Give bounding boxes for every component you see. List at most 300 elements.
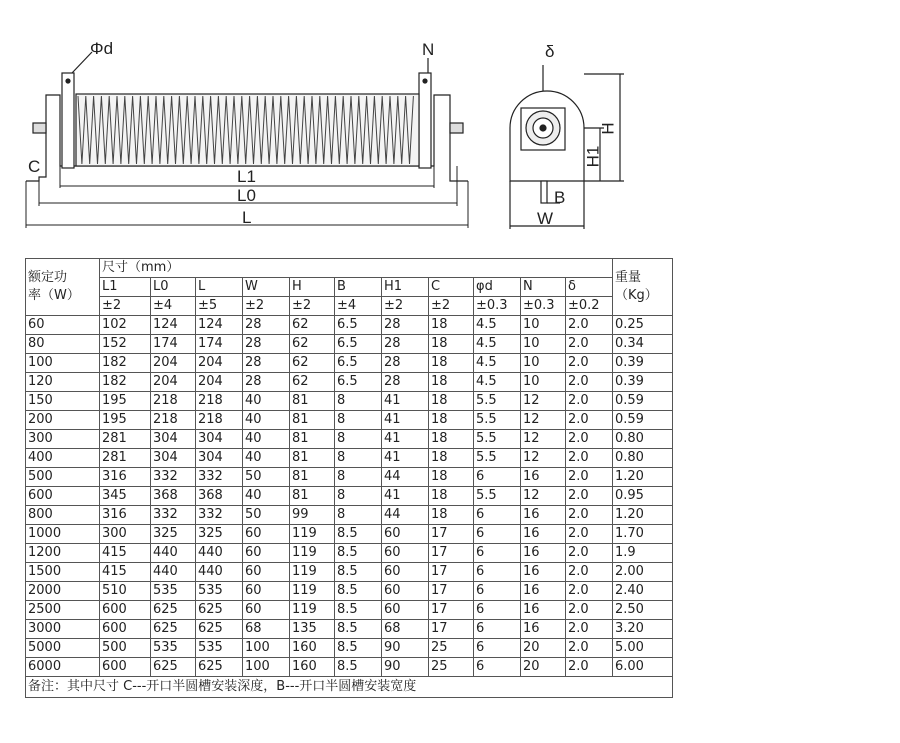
table-cell: 100 <box>243 658 290 677</box>
column-tolerance: ±0.3 <box>474 297 521 316</box>
table-cell: 2.40 <box>613 582 673 601</box>
column-name-row <box>26 278 673 297</box>
column-tolerance: ±0.3 <box>521 297 566 316</box>
h1-label: H1 <box>583 145 603 168</box>
table-cell: 5.5 <box>474 411 521 430</box>
column-header: W <box>243 278 290 297</box>
table-cell: 1.20 <box>613 506 673 525</box>
table-cell: 368 <box>151 487 196 506</box>
table-cell: 124 <box>196 316 243 335</box>
column-header: L1 <box>100 278 151 297</box>
note-row <box>26 677 673 698</box>
table-cell: 6 <box>474 601 521 620</box>
column-header: φd <box>474 278 521 297</box>
weight-header-line2: （Kg） <box>615 288 658 303</box>
table-cell: 135 <box>290 620 335 639</box>
tolerance-row <box>26 297 673 316</box>
table-cell: 8.5 <box>335 525 382 544</box>
column-header: L <box>196 278 243 297</box>
table-cell: 2.0 <box>566 392 613 411</box>
table-cell: 16 <box>521 620 566 639</box>
table-cell: 60 <box>382 601 429 620</box>
table-cell: 17 <box>429 601 474 620</box>
table-cell: 25 <box>429 658 474 677</box>
table-cell: 41 <box>382 487 429 506</box>
table-cell: 6.5 <box>335 335 382 354</box>
table-cell: 600 <box>100 620 151 639</box>
table-cell: 6 <box>474 620 521 639</box>
table-cell: 8.5 <box>335 563 382 582</box>
table-cell: 81 <box>290 392 335 411</box>
table-cell: 18 <box>429 335 474 354</box>
table-cell: 600 <box>100 658 151 677</box>
table-cell: 6 <box>474 468 521 487</box>
table-cell: 62 <box>290 373 335 392</box>
column-header: B <box>335 278 382 297</box>
column-tolerance: ±2 <box>429 297 474 316</box>
table-row <box>26 335 673 354</box>
table-cell: 81 <box>290 449 335 468</box>
table-cell: 120 <box>26 373 100 392</box>
table-cell: 625 <box>151 620 196 639</box>
table-cell: 25 <box>429 639 474 658</box>
table-cell: 41 <box>382 430 429 449</box>
table-row <box>26 430 673 449</box>
table-cell: 18 <box>429 487 474 506</box>
table-cell: 218 <box>196 411 243 430</box>
column-header: C <box>429 278 474 297</box>
table-cell: 440 <box>196 563 243 582</box>
table-cell: 332 <box>196 468 243 487</box>
table-cell: 625 <box>151 601 196 620</box>
table-cell: 0.95 <box>613 487 673 506</box>
column-header: N <box>521 278 566 297</box>
table-cell: 2.0 <box>566 354 613 373</box>
table-cell: 2.0 <box>566 449 613 468</box>
delta-label: δ <box>545 42 555 61</box>
table-cell: 60 <box>243 525 290 544</box>
table-cell: 60 <box>382 544 429 563</box>
table-cell: 218 <box>196 392 243 411</box>
table-cell: 300 <box>26 430 100 449</box>
table-cell: 18 <box>429 506 474 525</box>
table-cell: 40 <box>243 430 290 449</box>
table-row <box>26 468 673 487</box>
column-tolerance: ±4 <box>151 297 196 316</box>
table-cell: 160 <box>290 658 335 677</box>
table-cell: 440 <box>196 544 243 563</box>
table-cell: 0.59 <box>613 392 673 411</box>
table-cell: 12 <box>521 430 566 449</box>
column-tolerance: ±0.2 <box>566 297 613 316</box>
table-cell: 0.59 <box>613 411 673 430</box>
table-cell: 119 <box>290 582 335 601</box>
table-cell: 18 <box>429 354 474 373</box>
table-cell: 2.0 <box>566 411 613 430</box>
table-row <box>26 582 673 601</box>
table-cell: 625 <box>196 658 243 677</box>
table-cell: 625 <box>151 658 196 677</box>
table-cell: 304 <box>151 430 196 449</box>
table-cell: 2.0 <box>566 639 613 658</box>
table-cell: 4.5 <box>474 354 521 373</box>
phi-d-label: Φd <box>90 39 114 58</box>
table-cell: 2.50 <box>613 601 673 620</box>
table-cell: 100 <box>243 639 290 658</box>
table-cell: 204 <box>151 354 196 373</box>
table-cell: 325 <box>151 525 196 544</box>
table-cell: 2.0 <box>566 468 613 487</box>
table-cell: 6 <box>474 639 521 658</box>
size-header: 尺寸（mm） <box>100 259 613 278</box>
table-cell: 6 <box>474 525 521 544</box>
table-cell: 0.34 <box>613 335 673 354</box>
table-cell: 50 <box>243 506 290 525</box>
table-cell: 304 <box>196 449 243 468</box>
table-row <box>26 639 673 658</box>
table-cell: 20 <box>521 639 566 658</box>
table-cell: 195 <box>100 392 151 411</box>
table-cell: 119 <box>290 601 335 620</box>
table-cell: 90 <box>382 658 429 677</box>
power-header-line1: 额定功 <box>28 270 68 285</box>
table-cell: 124 <box>151 316 196 335</box>
column-tolerance: ±5 <box>196 297 243 316</box>
table-cell: 16 <box>521 525 566 544</box>
resistor-dimension-drawing <box>0 0 900 250</box>
column-header: H <box>290 278 335 297</box>
table-cell: 218 <box>151 392 196 411</box>
table-cell: 281 <box>100 430 151 449</box>
table-cell: 345 <box>100 487 151 506</box>
table-cell: 28 <box>382 335 429 354</box>
table-cell: 8 <box>335 392 382 411</box>
table-row <box>26 506 673 525</box>
table-cell: 28 <box>382 354 429 373</box>
table-cell: 500 <box>100 639 151 658</box>
table-cell: 2.0 <box>566 525 613 544</box>
table-cell: 41 <box>382 411 429 430</box>
table-cell: 119 <box>290 563 335 582</box>
weight-header <box>613 259 673 316</box>
table-cell: 10 <box>521 335 566 354</box>
l0-label: L0 <box>237 186 256 205</box>
table-cell: 16 <box>521 506 566 525</box>
table-cell: 28 <box>243 316 290 335</box>
table-cell: 60 <box>243 582 290 601</box>
column-tolerance: ±2 <box>382 297 429 316</box>
spec-table <box>25 258 673 698</box>
table-cell: 8 <box>335 487 382 506</box>
table-cell: 60 <box>26 316 100 335</box>
header-row <box>26 259 673 278</box>
table-cell: 4.5 <box>474 335 521 354</box>
table-cell: 119 <box>290 544 335 563</box>
table-cell: 6.5 <box>335 316 382 335</box>
table-cell: 200 <box>26 411 100 430</box>
power-header-line2: 率（W） <box>28 288 80 303</box>
table-cell: 17 <box>429 544 474 563</box>
table-cell: 40 <box>243 487 290 506</box>
table-cell: 60 <box>382 563 429 582</box>
table-cell: 2.0 <box>566 544 613 563</box>
table-cell: 2500 <box>26 601 100 620</box>
table-cell: 6.00 <box>613 658 673 677</box>
table-row <box>26 620 673 639</box>
table-cell: 100 <box>26 354 100 373</box>
table-cell: 8.5 <box>335 582 382 601</box>
table-cell: 81 <box>290 411 335 430</box>
b-label: B <box>554 188 566 207</box>
table-cell: 18 <box>429 316 474 335</box>
table-cell: 18 <box>429 449 474 468</box>
table-cell: 60 <box>243 563 290 582</box>
column-header: δ <box>566 278 613 297</box>
table-cell: 6.5 <box>335 373 382 392</box>
table-cell: 182 <box>100 373 151 392</box>
column-header: H1 <box>382 278 429 297</box>
table-cell: 415 <box>100 563 151 582</box>
table-cell: 2.0 <box>566 335 613 354</box>
table-cell: 0.39 <box>613 373 673 392</box>
table-cell: 2.0 <box>566 620 613 639</box>
table-cell: 90 <box>382 639 429 658</box>
w-label: W <box>537 209 554 228</box>
table-cell: 182 <box>100 354 151 373</box>
table-cell: 62 <box>290 335 335 354</box>
table-cell: 81 <box>290 468 335 487</box>
table-cell: 8.5 <box>335 639 382 658</box>
table-cell: 195 <box>100 411 151 430</box>
table-cell: 316 <box>100 506 151 525</box>
table-cell: 8.5 <box>335 601 382 620</box>
table-cell: 8.5 <box>335 620 382 639</box>
table-cell: 28 <box>243 354 290 373</box>
table-cell: 16 <box>521 601 566 620</box>
table-cell: 8 <box>335 468 382 487</box>
table-row <box>26 563 673 582</box>
table-cell: 3.20 <box>613 620 673 639</box>
table-row <box>26 601 673 620</box>
power-header <box>26 259 100 316</box>
table-cell: 17 <box>429 620 474 639</box>
table-cell: 62 <box>290 316 335 335</box>
table-cell: 2.0 <box>566 487 613 506</box>
table-cell: 81 <box>290 430 335 449</box>
table-cell: 152 <box>100 335 151 354</box>
table-cell: 332 <box>151 468 196 487</box>
table-cell: 8 <box>335 506 382 525</box>
table-cell: 102 <box>100 316 151 335</box>
table-cell: 1000 <box>26 525 100 544</box>
table-cell: 160 <box>290 639 335 658</box>
table-cell: 62 <box>290 354 335 373</box>
table-cell: 28 <box>382 373 429 392</box>
table-cell: 20 <box>521 658 566 677</box>
table-cell: 17 <box>429 563 474 582</box>
table-cell: 174 <box>196 335 243 354</box>
table-cell: 28 <box>382 316 429 335</box>
table-cell: 3000 <box>26 620 100 639</box>
table-cell: 2.0 <box>566 373 613 392</box>
table-row <box>26 544 673 563</box>
table-cell: 8 <box>335 449 382 468</box>
weight-header-line1: 重量 <box>615 270 642 285</box>
table-cell: 6.5 <box>335 354 382 373</box>
table-cell: 8.5 <box>335 544 382 563</box>
table-cell: 5.5 <box>474 430 521 449</box>
table-cell: 99 <box>290 506 335 525</box>
table-cell: 8.5 <box>335 658 382 677</box>
table-cell: 304 <box>151 449 196 468</box>
table-cell: 12 <box>521 449 566 468</box>
table-cell: 4.5 <box>474 316 521 335</box>
table-cell: 625 <box>196 620 243 639</box>
table-row <box>26 392 673 411</box>
table-cell: 60 <box>382 525 429 544</box>
table-cell: 5000 <box>26 639 100 658</box>
table-cell: 2.00 <box>613 563 673 582</box>
table-cell: 50 <box>243 468 290 487</box>
column-header: L0 <box>151 278 196 297</box>
table-cell: 2000 <box>26 582 100 601</box>
table-cell: 281 <box>100 449 151 468</box>
table-cell: 150 <box>26 392 100 411</box>
table-cell: 10 <box>521 373 566 392</box>
table-cell: 2.0 <box>566 563 613 582</box>
table-cell: 0.39 <box>613 354 673 373</box>
table-cell: 60 <box>382 582 429 601</box>
l-label: L <box>242 208 252 227</box>
table-cell: 440 <box>151 563 196 582</box>
table-cell: 415 <box>100 544 151 563</box>
table-cell: 368 <box>196 487 243 506</box>
table-cell: 6 <box>474 544 521 563</box>
table-cell: 332 <box>151 506 196 525</box>
table-cell: 16 <box>521 582 566 601</box>
table-cell: 16 <box>521 544 566 563</box>
column-tolerance: ±2 <box>243 297 290 316</box>
table-cell: 6 <box>474 582 521 601</box>
table-cell: 18 <box>429 411 474 430</box>
table-cell: 6000 <box>26 658 100 677</box>
table-cell: 44 <box>382 468 429 487</box>
table-cell: 68 <box>243 620 290 639</box>
table-cell: 60 <box>243 601 290 620</box>
table-cell: 2.0 <box>566 582 613 601</box>
table-cell: 12 <box>521 411 566 430</box>
table-cell: 16 <box>521 468 566 487</box>
table-row <box>26 525 673 544</box>
table-cell: 1500 <box>26 563 100 582</box>
table-cell: 204 <box>196 354 243 373</box>
table-cell: 18 <box>429 373 474 392</box>
table-cell: 600 <box>100 601 151 620</box>
table-cell: 1200 <box>26 544 100 563</box>
table-cell: 6 <box>474 563 521 582</box>
table-row <box>26 411 673 430</box>
table-cell: 304 <box>196 430 243 449</box>
l1-label: L1 <box>237 167 256 186</box>
table-cell: 44 <box>382 506 429 525</box>
table-row <box>26 658 673 677</box>
table-cell: 80 <box>26 335 100 354</box>
c-label: C <box>28 157 41 176</box>
table-cell: 5.00 <box>613 639 673 658</box>
table-cell: 510 <box>100 582 151 601</box>
table-cell: 28 <box>243 335 290 354</box>
table-cell: 218 <box>151 411 196 430</box>
table-cell: 10 <box>521 316 566 335</box>
table-cell: 0.80 <box>613 430 673 449</box>
table-cell: 5.5 <box>474 392 521 411</box>
table-cell: 18 <box>429 392 474 411</box>
table-cell: 0.25 <box>613 316 673 335</box>
table-cell: 204 <box>196 373 243 392</box>
table-cell: 81 <box>290 487 335 506</box>
table-cell: 5.5 <box>474 487 521 506</box>
table-cell: 40 <box>243 449 290 468</box>
n-label: N <box>422 40 435 59</box>
table-cell: 6 <box>474 506 521 525</box>
table-cell: 18 <box>429 468 474 487</box>
column-tolerance: ±4 <box>335 297 382 316</box>
table-cell: 440 <box>151 544 196 563</box>
table-cell: 535 <box>196 582 243 601</box>
table-cell: 41 <box>382 449 429 468</box>
table-cell: 1.9 <box>613 544 673 563</box>
table-cell: 625 <box>196 601 243 620</box>
table-cell: 600 <box>26 487 100 506</box>
table-cell: 12 <box>521 392 566 411</box>
table-cell: 400 <box>26 449 100 468</box>
table-row <box>26 449 673 468</box>
table-cell: 316 <box>100 468 151 487</box>
table-row <box>26 373 673 392</box>
table-cell: 800 <box>26 506 100 525</box>
table-cell: 535 <box>151 582 196 601</box>
column-tolerance: ±2 <box>100 297 151 316</box>
table-cell: 6 <box>474 658 521 677</box>
table-cell: 5.5 <box>474 449 521 468</box>
table-cell: 28 <box>243 373 290 392</box>
table-cell: 10 <box>521 354 566 373</box>
table-cell: 17 <box>429 582 474 601</box>
table-cell: 2.0 <box>566 316 613 335</box>
table-cell: 119 <box>290 525 335 544</box>
table-cell: 41 <box>382 392 429 411</box>
table-cell: 40 <box>243 392 290 411</box>
table-cell: 8 <box>335 411 382 430</box>
table-cell: 18 <box>429 430 474 449</box>
table-row <box>26 354 673 373</box>
table-row <box>26 316 673 335</box>
table-cell: 325 <box>196 525 243 544</box>
table-cell: 12 <box>521 487 566 506</box>
table-cell: 0.80 <box>613 449 673 468</box>
table-cell: 204 <box>151 373 196 392</box>
table-cell: 300 <box>100 525 151 544</box>
table-cell: 2.0 <box>566 658 613 677</box>
table-cell: 60 <box>243 544 290 563</box>
table-cell: 500 <box>26 468 100 487</box>
table-cell: 332 <box>196 506 243 525</box>
table-cell: 4.5 <box>474 373 521 392</box>
table-cell: 17 <box>429 525 474 544</box>
h-label: H <box>598 122 618 135</box>
table-cell: 2.0 <box>566 601 613 620</box>
table-cell: 2.0 <box>566 506 613 525</box>
